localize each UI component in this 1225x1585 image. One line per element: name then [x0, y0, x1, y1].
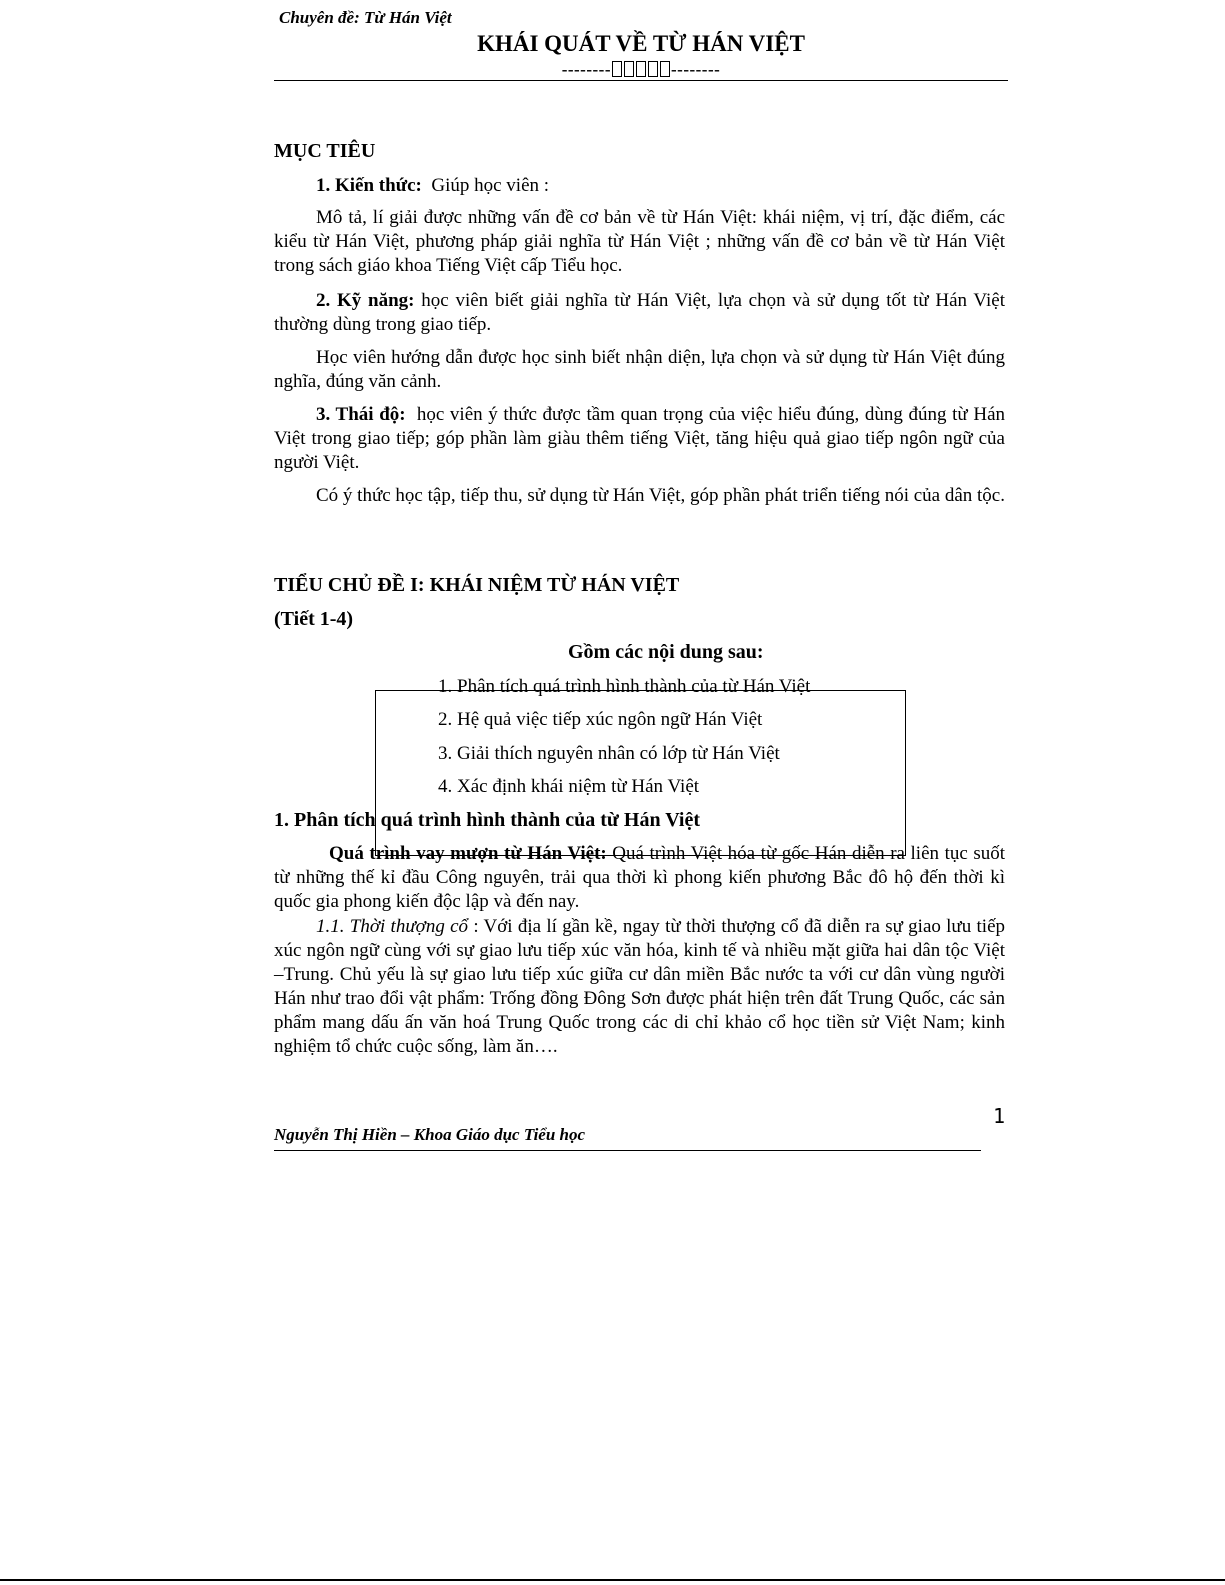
attitude-text: học viên ý thức được tầm quan trọng của việc hiểu đúng, dùng đúng từ Hán Việt trong giao tiếp; góp phần làm giàu thêm tiếng Việt, tăng hiệu quả giao tiếp ngôn ngữ của người Việt. [274, 404, 1006, 473]
contents-item: 4. Xác định khái niệm từ Hán Việt [438, 776, 700, 797]
footer-author: Nguyễn Thị Hiền – Khoa Giáo dục Tiểu học [274, 1125, 586, 1144]
ancient-paragraph [274, 915, 1005, 1059]
ornament-box-icon [648, 61, 658, 77]
skills-detail: Học viên hướng dẫn được học sinh biết nhận diện, lựa chọn và sử dụng từ Hán Việt đúng nghĩa, đúng văn cảnh. [274, 347, 1005, 392]
section-heading: 1. Phân tích quá trình hình thành của từ Hán Việt [274, 809, 700, 831]
skills-label: 2. Kỹ năng: [316, 290, 415, 311]
subtopic-periods: (Tiết 1-4) [274, 608, 354, 630]
subtopic-heading: TIỂU CHỦ ĐỀ I: KHÁI NIỆM TỪ HÁN VIỆT [274, 574, 680, 596]
borrowing-text: Quá trình Việt hóa từ gốc Hán diễn ra liên tục suốt từ những thế kỉ đầu Công nguyên, trải qua thời kì phong kiến phương Bắc đô hộ đến thời kì quốc gia phong kiến độc lập và đến nay. [274, 843, 1005, 912]
skills-text: học viên biết giải nghĩa từ Hán Việt, lựa chọn và sử dụng tốt từ Hán Việt thường dùng trong giao tiếp. [274, 290, 1006, 335]
ancient-text: : Với địa lí gần kề, ngay từ thời thượng cổ đã diễn ra sự giao lưu tiếp xúc ngôn ngữ cùng với sự giao lưu tiếp xúc văn hóa, kinh tế và nhiều mặt giữa hai dân tộc Việt –Trung. Chủ yếu là sự giao lưu tiếp xúc giữa cư dân miền Bắc nước ta với cư dân vùng người Hán như trao đổi vật phẩm: Trống đồng Đông Sơn được phát hiện trên đất Trung Quốc, các sản phẩm mang dấu ấn văn hoá Trung Quốc trong các di chỉ khảo cổ học tiền sử Việt Nam; kinh nghiệm tổ chức cuộc sống, làm ăn…. [274, 916, 1006, 1057]
attitude-label: 3. Thái độ: [316, 404, 406, 425]
knowledge-paragraph [274, 174, 1005, 198]
header-divider [274, 80, 1008, 81]
document-title: KHÁI QUÁT VỀ TỪ HÁN VIỆT [477, 31, 805, 56]
borrowing-label: Quá trình vay mượn từ Hán Việt: [329, 843, 607, 864]
ancient-label: 1.1. Thời thượng cổ [316, 916, 469, 937]
objectives-heading: MỤC TIÊU [274, 140, 376, 162]
ornament-box-icon [624, 61, 634, 77]
attitude-paragraph [274, 403, 1005, 475]
page-bottom-edge [0, 1579, 1225, 1581]
ornament-dashes-right: -------- [671, 60, 721, 79]
contents-item: 2. Hệ quả việc tiếp xúc ngôn ngữ Hán Việt [438, 709, 763, 730]
footer-divider [274, 1150, 981, 1151]
document-subject: Chuyên đề: Từ Hán Việt [279, 8, 452, 27]
ornament-box-icon [636, 61, 646, 77]
knowledge-text: Giúp học viên : [431, 175, 550, 196]
ornament-box-icon [612, 61, 622, 77]
contents-item: 1. Phân tích quá trình hình thành của từ Hán Việt [438, 676, 811, 697]
ornament-dashes-left: -------- [561, 60, 611, 79]
ornament-box-icon [660, 61, 670, 77]
knowledge-detail: Mô tả, lí giải được những vấn đề cơ bản về từ Hán Việt: khái niệm, vị trí, đặc điểm, các kiểu từ Hán Việt, phương pháp giải nghĩa từ Hán Việt ; những vấn đề cơ bản về từ Hán Việt trong sách giáo khoa Tiếng Việt cấp Tiểu học. [274, 207, 1005, 276]
knowledge-label: 1. Kiến thức: [316, 175, 422, 196]
title-ornament [274, 60, 1008, 80]
page-number: 1 [993, 1104, 1006, 1128]
skills-paragraph [274, 289, 1005, 337]
borrowing-paragraph [274, 842, 1005, 914]
contents-item: 3. Giải thích nguyên nhân có lớp từ Hán Việt [438, 743, 780, 764]
attitude-detail: Có ý thức học tập, tiếp thu, sử dụng từ Hán Việt, góp phần phát triển tiếng nói của dân tộc. [316, 485, 1005, 506]
contents-heading: Gồm các nội dung sau: [568, 641, 764, 663]
